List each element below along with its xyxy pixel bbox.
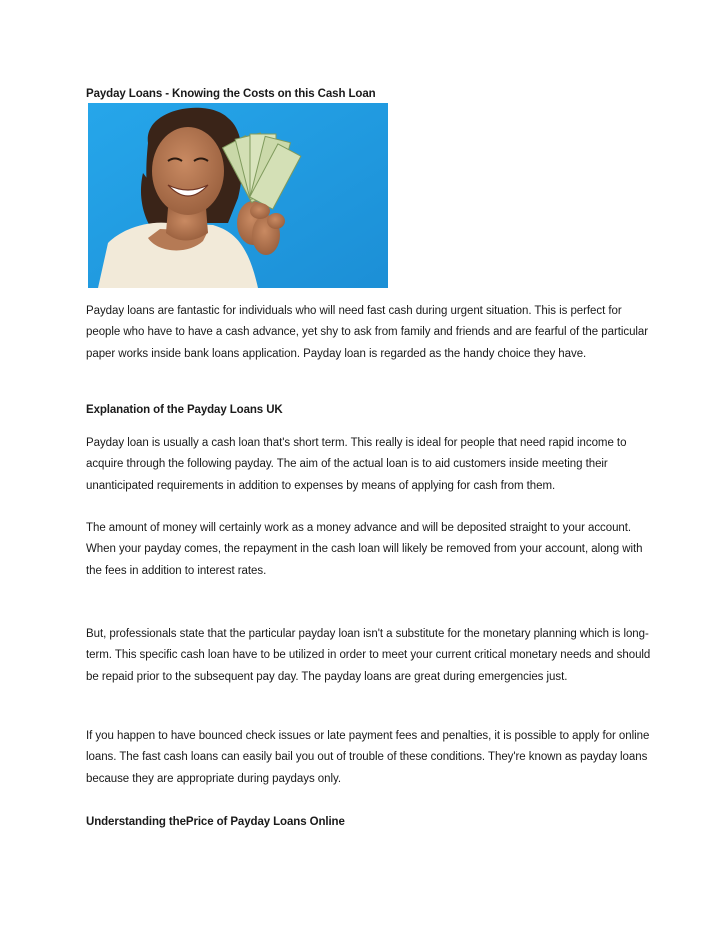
professionals-paragraph: But, professionals state that the particular payday loan isn't a substitute for the monetary planning which is long-term. This specific cash loan have to be utilized in order to meet your current critical monetary needs and should be repaid prior to the subsequent pay day. The payday loans are great during emergencies just. [86, 628, 651, 683]
document-title: Payday Loans - Knowing the Costs on this Cash Loan [86, 88, 376, 100]
intro-paragraph: Payday loans are fantastic for individuals who will need fast cash during urgent situation. This is perfect for people who have to have a cash advance, yet shy to ask from family and friends and are fearful of the particular paper works inside bank loans application. Payday loan is regarded as the handy choice they have. [86, 305, 649, 360]
explanation-paragraph: Payday loan is usually a cash loan that's short term. This really is ideal for people that need rapid income to acquire through the following payday. The aim of the actual loan is to aid customers inside meeting their unanticipated requirements in addition to expenses by means of applying for cash from them. [86, 437, 627, 492]
section-heading-explanation: Explanation of the Payday Loans UK [86, 404, 283, 416]
amount-paragraph: The amount of money will certainly work as a money advance and will be deposited straight to your account. When your payday comes, the repayment in the cash loan will likely be removed from your account, along with the fees in addition to interest rates. [86, 522, 643, 577]
bounced-check-paragraph: If you happen to have bounced check issues or late payment fees and penalties, it is possible to apply for online loans. The fast cash loans can easily bail you out of trouble of these conditions. They're known as payday loans because they are appropriate during paydays only. [86, 730, 650, 785]
hero-image [88, 103, 388, 288]
section-heading-understanding: Understanding thePrice of Payday Loans Online [86, 816, 345, 828]
woman-holding-cash-illustration [88, 103, 388, 288]
